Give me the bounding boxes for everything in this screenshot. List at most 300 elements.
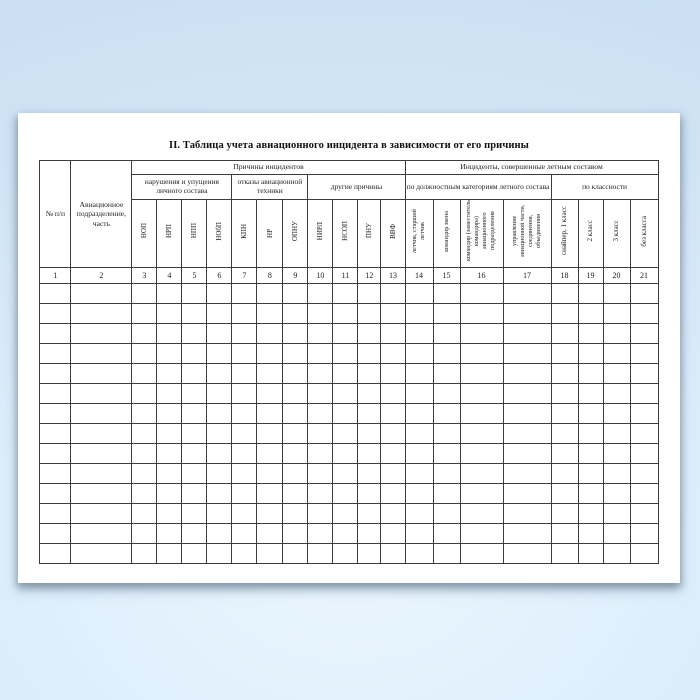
incidents-table (39, 160, 658, 564)
empty-data-cell (603, 404, 630, 424)
empty-data-cell (578, 324, 603, 344)
empty-data-cell (40, 304, 71, 324)
table-row (40, 544, 658, 564)
empty-data-cell (630, 544, 658, 564)
empty-data-cell (433, 404, 460, 424)
column-label-vertical: ПНУ (365, 223, 374, 239)
column-number-cell: 6 (207, 268, 232, 284)
empty-data-cell (381, 284, 405, 304)
column-label-cell (551, 200, 578, 268)
column-label-cell (460, 200, 503, 268)
column-label-cell (603, 200, 630, 268)
empty-data-cell (630, 524, 658, 544)
empty-data-cell (232, 344, 257, 364)
empty-data-cell (71, 384, 132, 404)
empty-data-cell (630, 444, 658, 464)
empty-data-cell (460, 444, 503, 464)
empty-data-cell (503, 384, 551, 404)
empty-data-cell (333, 384, 358, 404)
empty-data-cell (40, 444, 71, 464)
empty-data-cell (257, 424, 283, 444)
empty-data-cell (603, 444, 630, 464)
column-label-cell (257, 200, 283, 268)
column-number-cell: 13 (381, 268, 405, 284)
empty-data-cell (71, 464, 132, 484)
empty-data-cell (308, 324, 333, 344)
empty-data-cell (630, 404, 658, 424)
empty-data-cell (71, 344, 132, 364)
empty-data-cell (207, 284, 232, 304)
empty-data-cell (257, 284, 283, 304)
empty-data-cell (182, 544, 207, 564)
empty-data-cell (460, 364, 503, 384)
empty-data-cell (460, 544, 503, 564)
empty-data-cell (503, 404, 551, 424)
empty-data-cell (503, 324, 551, 344)
subgroup-header-cell: отказы авиационной техники (232, 175, 308, 200)
empty-data-cell (358, 304, 381, 324)
empty-data-cell (308, 444, 333, 464)
column-label-vertical: без класса (639, 215, 648, 247)
column-label-cell (630, 200, 658, 268)
empty-data-cell (433, 484, 460, 504)
empty-data-cell (381, 544, 405, 564)
empty-data-cell (40, 524, 71, 544)
empty-data-cell (333, 504, 358, 524)
empty-data-cell (358, 344, 381, 364)
empty-data-cell (381, 304, 405, 324)
empty-data-cell (71, 524, 132, 544)
empty-data-cell (503, 484, 551, 504)
empty-data-cell (308, 524, 333, 544)
empty-data-cell (603, 464, 630, 484)
empty-data-cell (132, 464, 157, 484)
empty-data-cell (333, 524, 358, 544)
empty-data-cell (157, 444, 182, 464)
empty-data-cell (333, 284, 358, 304)
empty-data-cell (578, 464, 603, 484)
empty-data-cell (157, 464, 182, 484)
empty-data-cell (630, 424, 658, 444)
empty-data-cell (207, 364, 232, 384)
empty-data-cell (381, 404, 405, 424)
column-label-vertical: снайпер, 1 класс (560, 206, 569, 256)
column-label-cell (157, 200, 182, 268)
empty-data-cell (460, 424, 503, 444)
empty-data-cell (551, 504, 578, 524)
empty-data-cell (207, 344, 232, 364)
empty-data-cell (460, 464, 503, 484)
empty-data-cell (283, 324, 308, 344)
table-row (40, 464, 658, 484)
empty-data-cell (630, 344, 658, 364)
empty-data-cell (433, 324, 460, 344)
empty-data-cell (578, 404, 603, 424)
column-label-cell (333, 200, 358, 268)
column-label-vertical: НСОП (341, 221, 350, 241)
empty-data-cell (433, 384, 460, 404)
empty-data-cell (578, 384, 603, 404)
empty-data-cell (381, 384, 405, 404)
empty-data-cell (308, 544, 333, 564)
empty-data-cell (71, 364, 132, 384)
empty-data-cell (551, 424, 578, 444)
column-label-vertical: НР (265, 228, 274, 238)
empty-data-cell (333, 444, 358, 464)
empty-data-cell (232, 364, 257, 384)
empty-data-cell (308, 384, 333, 404)
empty-data-cell (132, 484, 157, 504)
column-label-vertical: 2 класс (586, 220, 595, 242)
empty-data-cell (257, 484, 283, 504)
table-row (40, 524, 658, 544)
empty-data-cell (503, 284, 551, 304)
empty-data-cell (182, 404, 207, 424)
empty-data-cell (283, 344, 308, 364)
empty-data-cell (71, 304, 132, 324)
empty-data-cell (132, 284, 157, 304)
empty-data-cell (207, 464, 232, 484)
empty-data-cell (333, 484, 358, 504)
empty-data-cell (232, 504, 257, 524)
empty-data-cell (630, 504, 658, 524)
empty-data-cell (433, 444, 460, 464)
column-number-cell: 4 (157, 268, 182, 284)
column-label-vertical: КПН (240, 223, 249, 239)
column-label-cell (433, 200, 460, 268)
empty-data-cell (71, 284, 132, 304)
empty-data-cell (182, 384, 207, 404)
empty-data-cell (433, 364, 460, 384)
empty-data-cell (551, 524, 578, 544)
empty-data-cell (182, 464, 207, 484)
empty-data-cell (358, 544, 381, 564)
column-label-vertical: НПП (190, 223, 199, 239)
empty-data-cell (551, 344, 578, 364)
empty-data-cell (333, 544, 358, 564)
empty-data-cell (358, 404, 381, 424)
column-label-cell (283, 200, 308, 268)
column-number-cell: 21 (630, 268, 658, 284)
empty-data-cell (503, 544, 551, 564)
empty-data-cell (381, 344, 405, 364)
empty-data-cell (333, 464, 358, 484)
empty-data-cell (182, 504, 207, 524)
empty-data-cell (460, 484, 503, 504)
document-page (18, 113, 680, 583)
empty-data-cell (551, 444, 578, 464)
empty-data-cell (381, 504, 405, 524)
empty-data-cell (182, 364, 207, 384)
empty-data-cell (630, 284, 658, 304)
empty-data-cell (578, 484, 603, 504)
empty-data-cell (182, 444, 207, 464)
document-title: II. Таблица учета авиационного инцидента в зависимости от его причины (169, 140, 529, 151)
column-label-cell (381, 200, 405, 268)
empty-data-cell (630, 324, 658, 344)
empty-data-cell (603, 524, 630, 544)
empty-data-cell (630, 364, 658, 384)
empty-data-cell (333, 344, 358, 364)
empty-data-cell (132, 444, 157, 464)
empty-data-cell (551, 384, 578, 404)
empty-data-cell (182, 324, 207, 344)
header-row-subgroups (40, 175, 658, 200)
empty-data-cell (207, 424, 232, 444)
empty-data-cell (308, 344, 333, 364)
empty-data-cell (405, 544, 433, 564)
empty-data-cell (551, 284, 578, 304)
empty-data-cell (578, 344, 603, 364)
group-header-cell: Причины инцидентов (132, 161, 405, 175)
empty-data-cell (232, 424, 257, 444)
column-label-cell (358, 200, 381, 268)
empty-data-cell (132, 364, 157, 384)
empty-data-cell (132, 344, 157, 364)
empty-data-cell (405, 284, 433, 304)
empty-data-cell (283, 544, 308, 564)
empty-data-cell (630, 484, 658, 504)
empty-data-cell (157, 364, 182, 384)
empty-data-cell (578, 304, 603, 324)
empty-data-cell (257, 404, 283, 424)
empty-data-cell (132, 524, 157, 544)
empty-data-cell (333, 364, 358, 384)
empty-data-cell (460, 344, 503, 364)
column-number-cell: 8 (257, 268, 283, 284)
column-number-cell: 9 (283, 268, 308, 284)
empty-data-cell (207, 304, 232, 324)
empty-data-cell (358, 484, 381, 504)
empty-data-cell (603, 284, 630, 304)
header-row-groups (40, 161, 658, 175)
empty-data-cell (551, 464, 578, 484)
empty-data-cell (433, 284, 460, 304)
empty-data-cell (283, 364, 308, 384)
empty-data-cell (405, 504, 433, 524)
empty-data-cell (503, 304, 551, 324)
empty-data-cell (460, 304, 503, 324)
table-row (40, 484, 658, 504)
empty-data-cell (71, 444, 132, 464)
column-number-cell: 11 (333, 268, 358, 284)
empty-data-cell (603, 344, 630, 364)
header-row-column-labels (40, 200, 658, 268)
empty-data-cell (257, 384, 283, 404)
subgroup-header-cell: по должностным категориям летного состава (405, 175, 551, 200)
subgroup-header-cell: нарушения и упущения личного состава (132, 175, 232, 200)
empty-data-cell (232, 484, 257, 504)
empty-data-cell (405, 424, 433, 444)
empty-data-cell (578, 544, 603, 564)
empty-data-cell (503, 364, 551, 384)
empty-data-cell (405, 324, 433, 344)
empty-data-cell (405, 384, 433, 404)
empty-data-cell (405, 364, 433, 384)
empty-data-cell (433, 544, 460, 564)
empty-data-cell (405, 484, 433, 504)
empty-data-cell (603, 324, 630, 344)
column-number-cell: 15 (433, 268, 460, 284)
empty-data-cell (182, 304, 207, 324)
column-number-cell: 19 (578, 268, 603, 284)
empty-data-cell (182, 284, 207, 304)
column-label-vertical: ВВФ (388, 223, 397, 239)
column-label-cell (207, 200, 232, 268)
empty-data-cell (257, 444, 283, 464)
empty-data-cell (283, 504, 308, 524)
column-label-vertical: управление авиационной части, соединения, объединения (510, 204, 543, 258)
empty-data-cell (358, 324, 381, 344)
empty-data-cell (283, 404, 308, 424)
empty-data-cell (283, 384, 308, 404)
empty-data-cell (283, 464, 308, 484)
empty-data-cell (578, 284, 603, 304)
empty-data-cell (71, 504, 132, 524)
empty-data-cell (551, 404, 578, 424)
empty-data-cell (578, 504, 603, 524)
column-number-cell: 7 (232, 268, 257, 284)
empty-data-cell (551, 304, 578, 324)
empty-data-cell (503, 344, 551, 364)
empty-data-cell (132, 304, 157, 324)
column-number-row (40, 268, 658, 284)
empty-data-cell (405, 444, 433, 464)
empty-data-cell (71, 324, 132, 344)
empty-data-cell (308, 464, 333, 484)
empty-data-cell (283, 424, 308, 444)
empty-data-cell (333, 404, 358, 424)
column-number-cell: 5 (182, 268, 207, 284)
empty-data-cell (308, 364, 333, 384)
empty-data-cell (132, 404, 157, 424)
column-label-vertical: НОП (140, 223, 149, 239)
empty-data-cell (603, 424, 630, 444)
empty-data-cell (603, 544, 630, 564)
corner-header-unit: Авиационное подразделение, часть (71, 161, 132, 268)
table-row (40, 444, 658, 464)
table-row (40, 384, 658, 404)
empty-data-cell (333, 424, 358, 444)
empty-data-cell (232, 284, 257, 304)
empty-data-cell (232, 384, 257, 404)
empty-data-cell (630, 464, 658, 484)
empty-data-cell (207, 324, 232, 344)
empty-data-cell (157, 504, 182, 524)
empty-data-cell (381, 444, 405, 464)
empty-data-cell (381, 524, 405, 544)
empty-data-cell (460, 384, 503, 404)
column-number-cell: 17 (503, 268, 551, 284)
empty-data-cell (40, 424, 71, 444)
empty-data-cell (40, 344, 71, 364)
empty-data-cell (40, 404, 71, 424)
empty-data-cell (308, 304, 333, 324)
empty-data-cell (71, 404, 132, 424)
column-number-cell: 10 (308, 268, 333, 284)
empty-data-cell (207, 524, 232, 544)
empty-data-cell (503, 524, 551, 544)
column-label-vertical: НОбП (215, 221, 224, 241)
empty-data-cell (603, 484, 630, 504)
empty-data-cell (257, 344, 283, 364)
empty-data-cell (405, 464, 433, 484)
empty-data-cell (551, 484, 578, 504)
empty-data-cell (283, 304, 308, 324)
empty-data-cell (207, 504, 232, 524)
corner-header-number: № п/п (40, 161, 71, 268)
empty-data-cell (433, 524, 460, 544)
empty-data-cell (381, 464, 405, 484)
table-row (40, 404, 658, 424)
empty-data-cell (257, 304, 283, 324)
empty-data-cell (157, 324, 182, 344)
empty-data-cell (232, 324, 257, 344)
empty-data-cell (232, 304, 257, 324)
column-number-cell: 16 (460, 268, 503, 284)
empty-data-cell (308, 504, 333, 524)
empty-data-cell (40, 504, 71, 524)
empty-data-cell (71, 544, 132, 564)
subgroup-header-cell: по классности (551, 175, 658, 200)
column-label-cell (405, 200, 433, 268)
empty-data-cell (381, 364, 405, 384)
empty-data-cell (405, 304, 433, 324)
empty-data-cell (578, 524, 603, 544)
empty-data-cell (207, 444, 232, 464)
empty-data-cell (232, 444, 257, 464)
column-label-cell (503, 200, 551, 268)
empty-data-cell (460, 504, 503, 524)
column-label-cell (182, 200, 207, 268)
subgroup-header-cell: другие причины (308, 175, 405, 200)
empty-data-cell (232, 544, 257, 564)
table-row (40, 304, 658, 324)
column-number-cell: 1 (40, 268, 71, 284)
empty-data-cell (257, 504, 283, 524)
column-number-cell: 20 (603, 268, 630, 284)
empty-data-cell (630, 304, 658, 324)
column-label-vertical: командир (заместитель командира) авиационного подразделения (465, 200, 497, 262)
empty-data-cell (40, 484, 71, 504)
empty-data-cell (578, 364, 603, 384)
empty-data-cell (603, 364, 630, 384)
empty-data-cell (503, 504, 551, 524)
empty-data-cell (40, 324, 71, 344)
empty-data-cell (40, 384, 71, 404)
empty-data-cell (257, 524, 283, 544)
column-number-cell: 12 (358, 268, 381, 284)
empty-data-cell (132, 424, 157, 444)
empty-data-cell (381, 324, 405, 344)
empty-data-cell (358, 464, 381, 484)
empty-data-cell (358, 524, 381, 544)
empty-data-cell (358, 504, 381, 524)
empty-data-cell (157, 544, 182, 564)
empty-data-cell (405, 344, 433, 364)
empty-data-cell (503, 424, 551, 444)
empty-data-cell (157, 384, 182, 404)
empty-data-cell (257, 544, 283, 564)
empty-data-cell (551, 544, 578, 564)
empty-data-cell (308, 424, 333, 444)
column-label-vertical: летчик, старший летчик (410, 209, 427, 253)
column-number-cell: 3 (132, 268, 157, 284)
empty-data-cell (71, 484, 132, 504)
empty-data-cell (232, 464, 257, 484)
empty-data-cell (358, 444, 381, 464)
empty-data-cell (207, 384, 232, 404)
